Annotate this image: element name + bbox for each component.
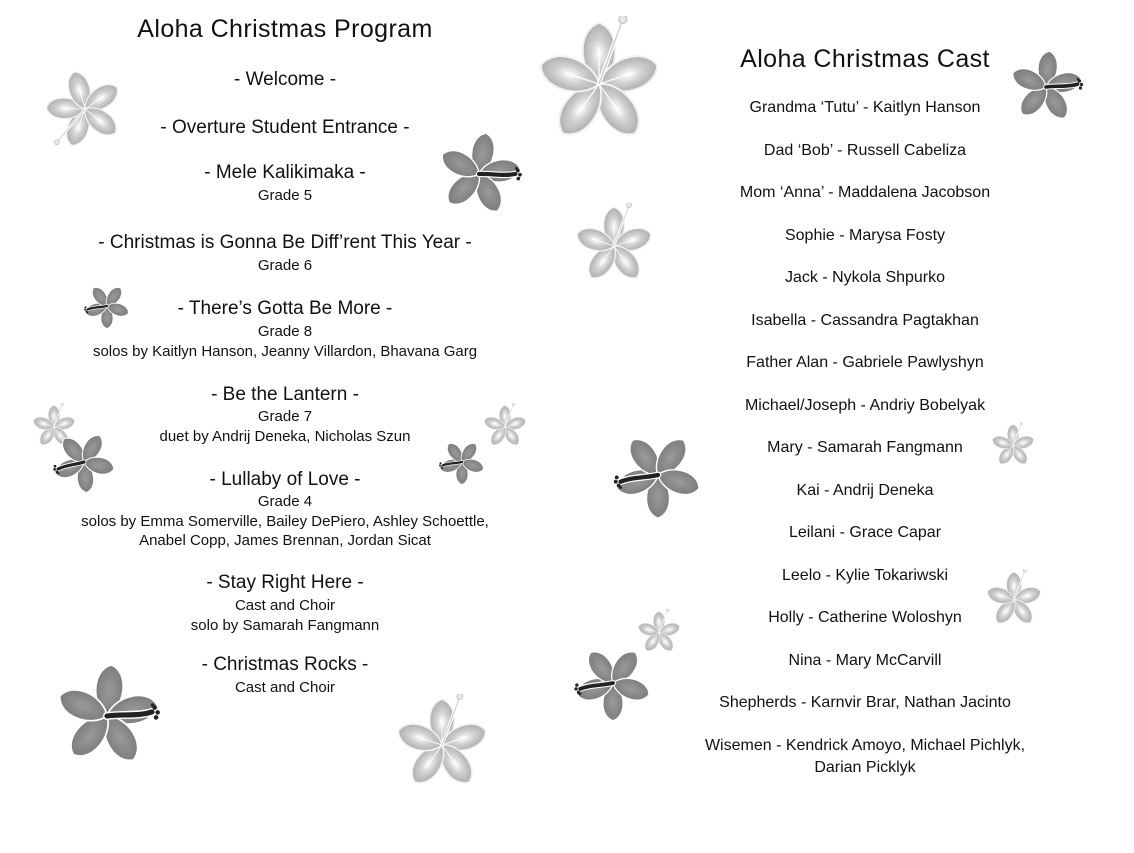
cast-line: Michael/Joseph - Andriy Bobelyak — [744, 397, 986, 414]
program-item-line: Grade 5 — [257, 187, 313, 204]
program-item-title: - Welcome - — [233, 69, 337, 90]
cast-line: Jack - Nykola Shpurko — [784, 269, 946, 286]
cast-line: Kai - Andrij Deneka — [796, 482, 934, 499]
cast-line: Grandma ‘Tutu’ - Kaitlyn Hanson — [749, 99, 981, 116]
cast-line: Leelo - Kylie Tokariwski — [782, 567, 948, 584]
program-item-line: Grade 6 — [257, 257, 313, 274]
program-item-line: solos by Emma Somerville, Bailey DePiero, Ashley Schoettle, — [81, 513, 489, 530]
cast-line: Mary - Samarah Fangmann — [767, 439, 963, 456]
hibiscus-icon — [391, 694, 493, 796]
cast-line: Darian Picklyk — [814, 759, 916, 776]
program-item-line: Grade 4 — [257, 493, 313, 510]
program-item-line: Cast and Choir — [234, 597, 336, 614]
cast-line: Sophie - Marysa Fosty — [784, 227, 946, 244]
cast-line: Father Alan - Gabriele Pawlyshyn — [746, 354, 984, 371]
program-item-line: Anabel Copp, James Brennan, Jordan Sicat — [139, 532, 431, 549]
cast-line: Isabella - Cassandra Pagtakhan — [751, 312, 979, 329]
cast-line: Mom ‘Anna’ - Maddalena Jacobson — [739, 184, 991, 201]
program-item-line: Grade 8 — [257, 323, 313, 340]
program-item-title: - Lullaby of Love - — [209, 469, 361, 490]
cast-line: Leilani - Grace Capar — [788, 524, 942, 541]
program-item-title: - Christmas Rocks - — [201, 654, 369, 675]
cast-line: Nina - Mary McCarvill — [788, 652, 942, 669]
program-item-title: - There’s Gotta Be More - — [177, 298, 393, 319]
program-item-title: - Christmas is Gonna Be Diff’rent This Year - — [98, 232, 472, 253]
program-item-line: Grade 7 — [257, 408, 313, 425]
cast-line: Dad ‘Bob’ - Russell Cabeliza — [763, 142, 967, 159]
program-item-line: solo by Samarah Fangmann — [190, 617, 380, 634]
program-item-line: Cast and Choir — [234, 679, 336, 696]
cast-line: Holly - Catherine Woloshyn — [768, 609, 962, 626]
cast-title: Aloha Christmas Cast — [740, 45, 990, 73]
program-title: Aloha Christmas Program — [137, 15, 433, 43]
program-item-title: - Overture Student Entrance - — [160, 117, 410, 138]
program-item-title: - Mele Kalikimaka - — [204, 162, 366, 183]
program-item-line: duet by Andrij Deneka, Nicholas Szun — [159, 428, 411, 445]
program-item-title: - Be the Lantern - — [211, 384, 359, 405]
cast-line: Shepherds - Karnvir Brar, Nathan Jacinto — [719, 694, 1011, 711]
hibiscus-icon — [50, 659, 164, 773]
program-item-line: solos by Kaitlyn Hanson, Jeanny Villardon, Bhavana Garg — [92, 343, 478, 360]
program-item-title: - Stay Right Here - — [206, 572, 364, 593]
hibiscus-icon — [531, 16, 667, 152]
cast-line: Wisemen - Kendrick Amoyo, Michael Pichlyk, — [704, 737, 1026, 754]
